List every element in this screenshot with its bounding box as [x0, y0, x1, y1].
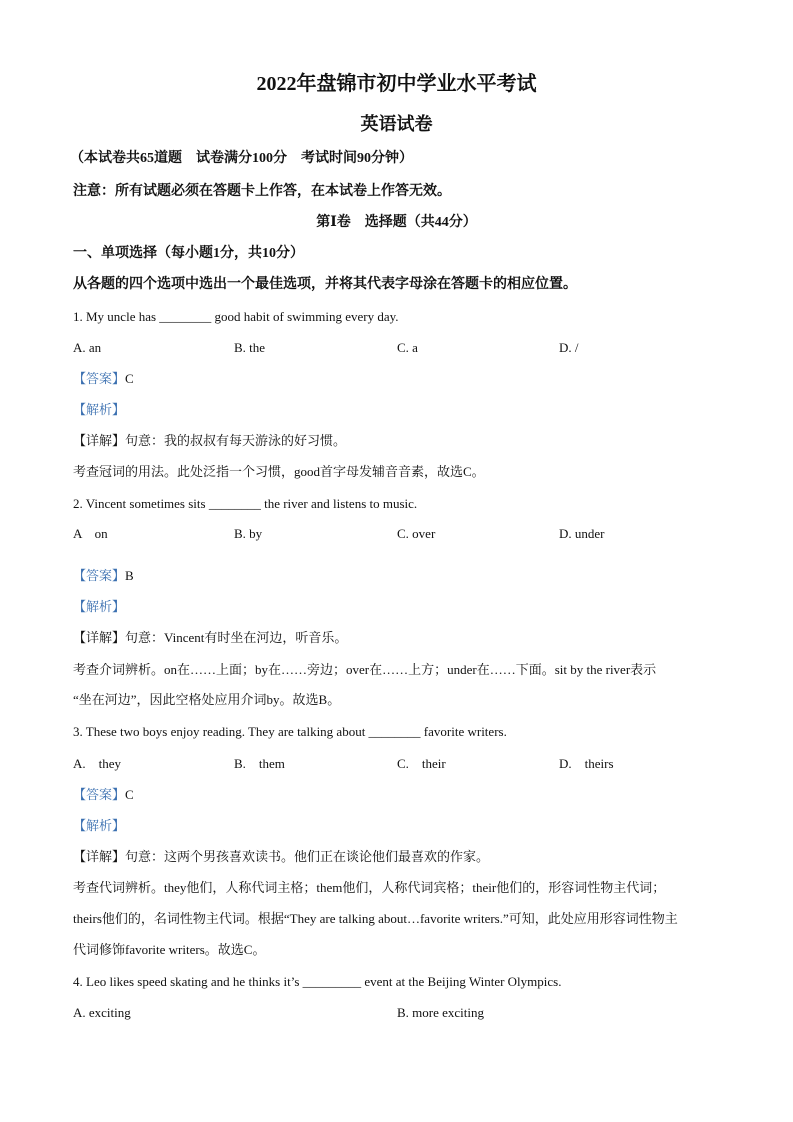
question-3-option-b: B. them	[234, 756, 285, 771]
exam-subtitle: 英语试卷	[360, 114, 433, 134]
question-1-option-b: B. the	[234, 340, 266, 355]
question-2-option-b: B. by	[234, 526, 263, 541]
question-2-explanation-2: “坐在河边”，因此空格处应用介词by。故选B。	[73, 692, 341, 707]
question-3-explanation-3: 代词修饰favorite writers。故选C。	[73, 942, 266, 957]
question-1-option-d: D. /	[559, 340, 579, 355]
question-2-analysis-label: 【解析】	[73, 599, 126, 614]
detail-text: 句意：我的叔叔有每天游泳的好习惯。	[125, 433, 347, 448]
part-title: 一、单项选择（每小题1分，共10分）	[73, 246, 304, 261]
question-2-detail	[73, 630, 347, 646]
question-2-stem: 2. Vincent sometimes sits ________ the river and listens to music.	[73, 496, 418, 511]
question-3-detail	[73, 849, 489, 865]
question-4-option-b: B. more exciting	[397, 1005, 485, 1020]
question-1-option-c: C. a	[397, 340, 418, 355]
question-2-explanation-1: 考查介词辨析。on在……上面；by在……旁边；over在……上方；under在……下面。sit by the river表示	[73, 662, 657, 677]
question-1-option-a: A. an	[73, 340, 102, 355]
question-3-stem: 3. These two boys enjoy reading. They are talking about ________ favorite writers.	[73, 724, 507, 739]
question-1-analysis-label: 【解析】	[73, 402, 126, 417]
question-3-option-a: A. they	[73, 756, 122, 771]
answer-label: 【答案】	[73, 568, 126, 583]
question-3-explanation-2: theirs他们的，名词性物主代词。根据“They are talking about…favorite writers.”可知，此处应用形容词性物主	[73, 911, 678, 926]
detail-text: 句意：这两个男孩喜欢读书。他们正在谈论他们最喜欢的作家。	[125, 849, 490, 864]
question-4-stem: 4. Leo likes speed skating and he thinks it’s _________ event at the Beijing Winter Olympics.	[73, 974, 562, 989]
question-3-answer	[73, 787, 134, 803]
part-instruction: 从各题的四个选项中选出一个最佳选项，并将其代表字母涂在答题卡的相应位置。	[73, 277, 577, 292]
answer-value: C	[125, 371, 134, 386]
question-1-detail	[73, 433, 346, 449]
exam-notice: 注意：所有试题必须在答题卡上作答，在本试卷上作答无效。	[73, 184, 451, 199]
question-1-answer	[73, 371, 134, 387]
detail-label: 【详解】	[73, 630, 126, 645]
section-title: 第Ⅰ卷 选择题（共44分）	[316, 215, 477, 230]
answer-value: B	[125, 568, 134, 583]
detail-text: 句意：Vincent有时坐在河边，听音乐。	[125, 630, 348, 645]
question-2-option-a: A on	[73, 526, 108, 541]
question-3-explanation-1: 考查代词辨析。they他们，人称代词主格；them他们，人称代词宾格；their他们的，形容词性物主代词；	[73, 880, 666, 895]
question-3-analysis-label: 【解析】	[73, 818, 126, 833]
answer-label: 【答案】	[73, 371, 126, 386]
detail-label: 【详解】	[73, 849, 126, 864]
question-2-option-c: C. over	[397, 526, 436, 541]
detail-label: 【详解】	[73, 433, 126, 448]
exam-info: （本试卷共65道题 试卷满分100分 考试时间90分钟）	[70, 151, 413, 166]
question-1-stem: 1. My uncle has ________ good habit of swimming every day.	[73, 309, 399, 324]
question-3-option-d: D. theirs	[559, 756, 614, 771]
question-2-option-d: D. under	[559, 526, 605, 541]
question-2-answer	[73, 568, 134, 584]
answer-value: C	[125, 787, 134, 802]
answer-label: 【答案】	[73, 787, 126, 802]
exam-title: 2022年盘锦市初中学业水平考试	[256, 73, 537, 95]
question-4-option-a: A. exciting	[73, 1005, 131, 1020]
question-3-option-c: C. their	[397, 756, 446, 771]
question-1-explanation: 考查冠词的用法。此处泛指一个习惯，good首字母发辅音音素，故选C。	[73, 464, 485, 479]
